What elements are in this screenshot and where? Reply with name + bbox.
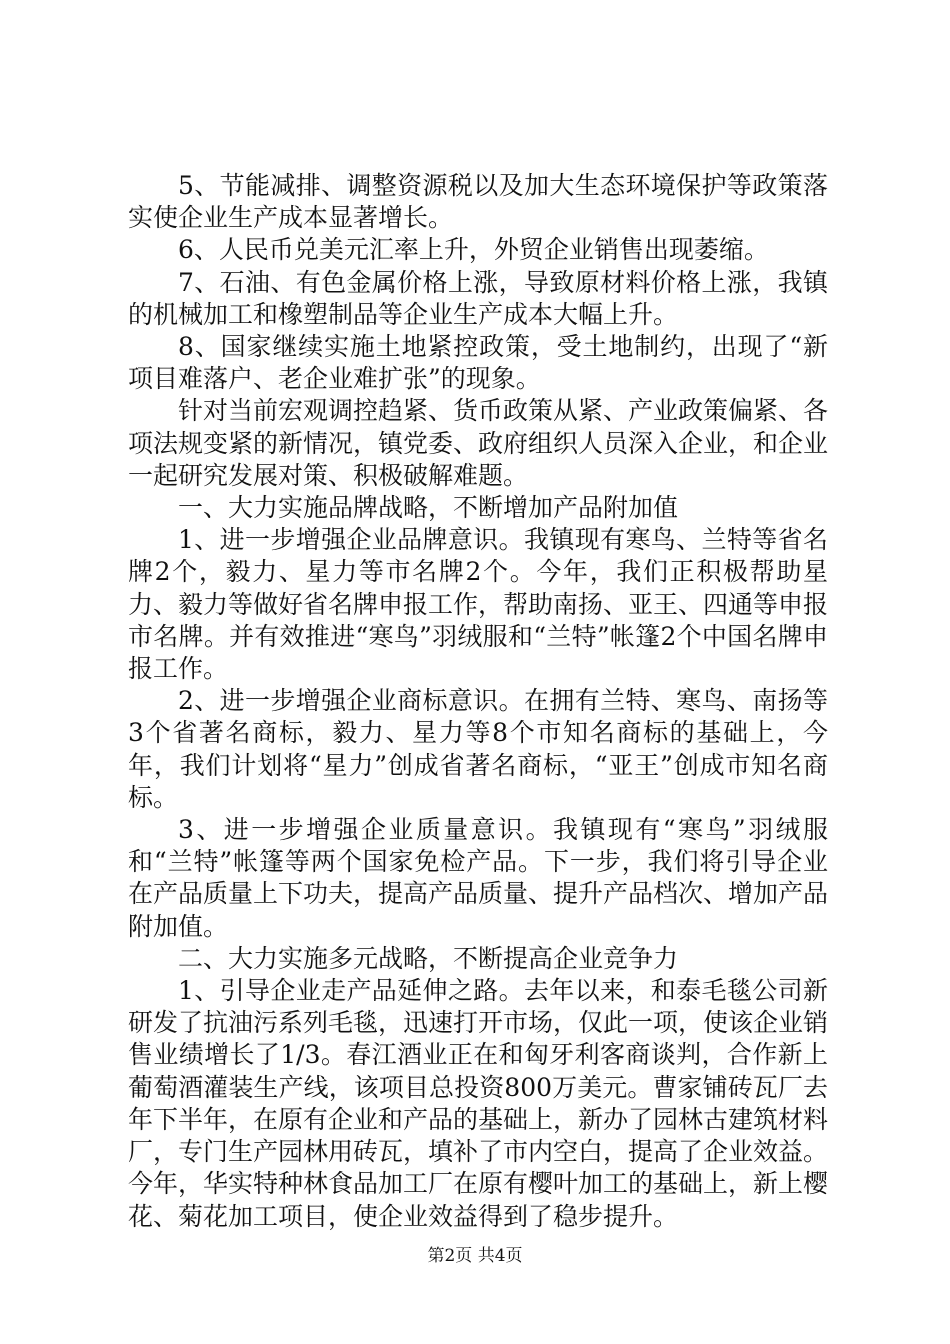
page-number-indicator: 第2页 共4页	[427, 1246, 523, 1266]
section-heading-1: 一、大力实施品牌战略，不断增加产品附加值	[178, 493, 679, 523]
page-footer	[0, 1241, 950, 1266]
paragraph-item-7: 7、石油、有色金属价格上涨，导致原材料价格上涨，我镇的机械加工和橡塑制品等企业生产成本大幅上升。	[128, 267, 828, 329]
paragraph-item-6: 6、人民币兑美元汇率上升，外贸企业销售出现萎缩。	[178, 235, 769, 265]
section-heading-2: 二、大力实施多元战略，不断提高企业竞争力	[178, 943, 679, 973]
paragraph-brand-awareness: 1、进一步增强企业品牌意识。我镇现有寒鸟、兰特等省名牌2个，毅力、星力等市名牌2个。今年，我们正积极帮助星力、毅力等做好省名牌申报工作，帮助南扬、亚王、四通等申报市名牌。并有效推进“寒鸟”羽绒服和“兰特”帐篷2个中国名牌申报工作。	[128, 525, 829, 684]
paragraph-intro: 针对当前宏观调控趋紧、货币政策从紧、产业政策偏紧、各项法规变紧的新情况，镇党委、政府组织人员深入企业，和企业一起研究发展对策、积极破解难题。	[128, 396, 829, 490]
document-body	[128, 170, 828, 1233]
paragraph-item-8: 8、国家继续实施土地紧控政策，受土地制约，出现了“新项目难落户、老企业难扩张”的现象。	[128, 332, 828, 394]
paragraph-quality-awareness: 3、进一步增强企业质量意识。我镇现有“寒鸟”羽绒服和“兰特”帐篷等两个国家免检产品。下一步，我们将引导企业在产品质量上下功夫，提高产品质量、提升产品档次、增加产品附加值。	[128, 815, 829, 941]
paragraph-item-5: 5、节能减排、调整资源税以及加大生态环境保护等政策落实使企业生产成本显著增长。	[128, 171, 828, 233]
paragraph-product-extension: 1、引导企业走产品延伸之路。去年以来，和泰毛毯公司新研发了抗油污系列毛毯，迅速打开市场，仅此一项，使该企业销售业绩增长了1/3。春江酒业正在和匈牙利客商谈判，合作新上葡萄酒灌装生产线，该项目总投资800万美元。曹家铺砖瓦厂去年下半年，在原有企业和产品的基础上，新办了园林古建筑材料厂，专门生产园林用砖瓦，填补了市内空白，提高了企业效益。今年，华实特种林食品加工厂在原有樱叶加工的基础上，新上樱花、菊花加工项目，使企业效益得到了稳步提升。	[128, 976, 829, 1231]
paragraph-trademark-awareness: 2、进一步增强企业商标意识。在拥有兰特、寒鸟、南扬等3个省著名商标，毅力、星力等8个市知名商标的基础上，今年，我们计划将“星力”创成省著名商标，“亚王”创成市知名商标。	[128, 686, 828, 812]
